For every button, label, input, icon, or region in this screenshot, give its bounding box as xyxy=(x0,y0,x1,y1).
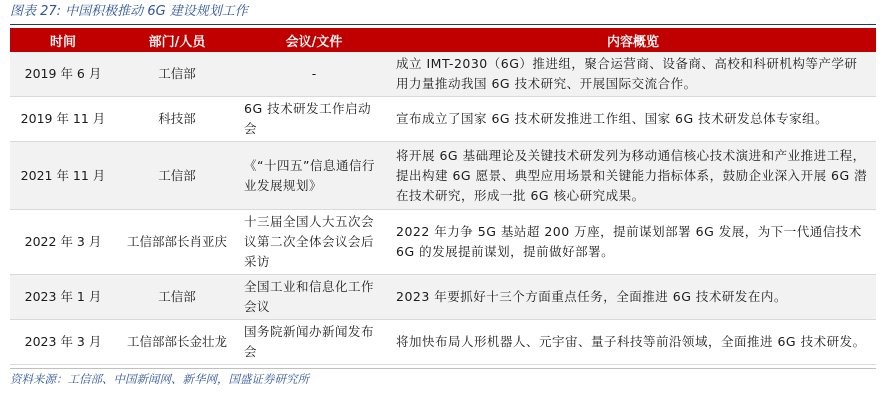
table-row xyxy=(10,97,876,142)
cell-department: 科技部 xyxy=(116,97,238,142)
table-row xyxy=(10,52,876,97)
cell-content: 2023 年要抓好十三个方面重点任务，全面推进 6G 技术研发在内。 xyxy=(390,275,876,320)
cell-content: 成立 IMT-2030（6G）推进组，聚合运营商、设备商、高校和科研机构等产学研用力量推动我国 6G 技术研究、开展国际交流合作。 xyxy=(390,52,876,97)
cell-meeting: 全国工业和信息化工作会议 xyxy=(238,275,390,320)
cell-meeting: 十三届全国人大五次会议第二次全体会议会后采访 xyxy=(238,210,390,275)
cell-department: 工信部部长肖亚庆 xyxy=(116,210,238,275)
cell-department: 工信部 xyxy=(116,142,238,210)
cell-time: 2019 年 11 月 xyxy=(10,97,116,142)
cell-content: 将开展 6G 基础理论及关键技术研发列为移动通信核心技术演进和产业推进工程，提出构建 6G 愿景、典型应用场景和关键能力指标体系，鼓励企业深入开展 6G 潜在技术研究，形成一批 6G 核心研究成果。 xyxy=(390,142,876,210)
cell-time: 2019 年 6 月 xyxy=(10,52,116,97)
policy-table xyxy=(10,28,876,365)
source-note: 资料来源：工信部、中国新闻网、新华网，国盛证券研究所 xyxy=(10,372,309,386)
cell-department: 工信部部长金壮龙 xyxy=(116,320,238,365)
table-row xyxy=(10,142,876,210)
cell-content: 将加快布局人形机器人、元宇宙、量子科技等前沿领域，全面推进 6G 技术研发。 xyxy=(390,320,876,365)
table-row xyxy=(10,210,876,275)
cell-department: 工信部 xyxy=(116,52,238,97)
cell-department: 工信部 xyxy=(116,275,238,320)
figure-caption: 图表 27: 中国积极推动 6G 建设规划工作 xyxy=(10,4,248,19)
cell-content: 宣布成立了国家 6G 技术研发推进工作组、国家 6G 技术研发总体专家组。 xyxy=(390,97,876,142)
cell-meeting: 6G 技术研发工作启动会 xyxy=(238,97,390,142)
cell-time: 2023 年 1 月 xyxy=(10,275,116,320)
header-time: 时间 xyxy=(10,28,116,52)
cell-meeting: 《“十四五”信息通信行业发展规划》 xyxy=(238,142,390,210)
source-divider xyxy=(10,368,876,369)
cell-time: 2023 年 3 月 xyxy=(10,320,116,365)
header-meeting: 会议/文件 xyxy=(238,28,390,52)
table-row xyxy=(10,275,876,320)
header-department: 部门/人员 xyxy=(116,28,238,52)
table-row xyxy=(10,320,876,365)
header-content: 内容概览 xyxy=(390,28,876,52)
cell-time: 2022 年 3 月 xyxy=(10,210,116,275)
cell-time: 2021 年 11 月 xyxy=(10,142,116,210)
cell-content: 2022 年力争 5G 基站超 200 万座，提前谋划部署 6G 发展，为下一代通信技术 6G 的发展提前谋划，提前做好部署。 xyxy=(390,210,876,275)
cell-meeting: - xyxy=(238,52,390,97)
cell-meeting: 国务院新闻办新闻发布会 xyxy=(238,320,390,365)
table-header-row xyxy=(10,28,876,52)
caption-divider xyxy=(10,24,876,25)
